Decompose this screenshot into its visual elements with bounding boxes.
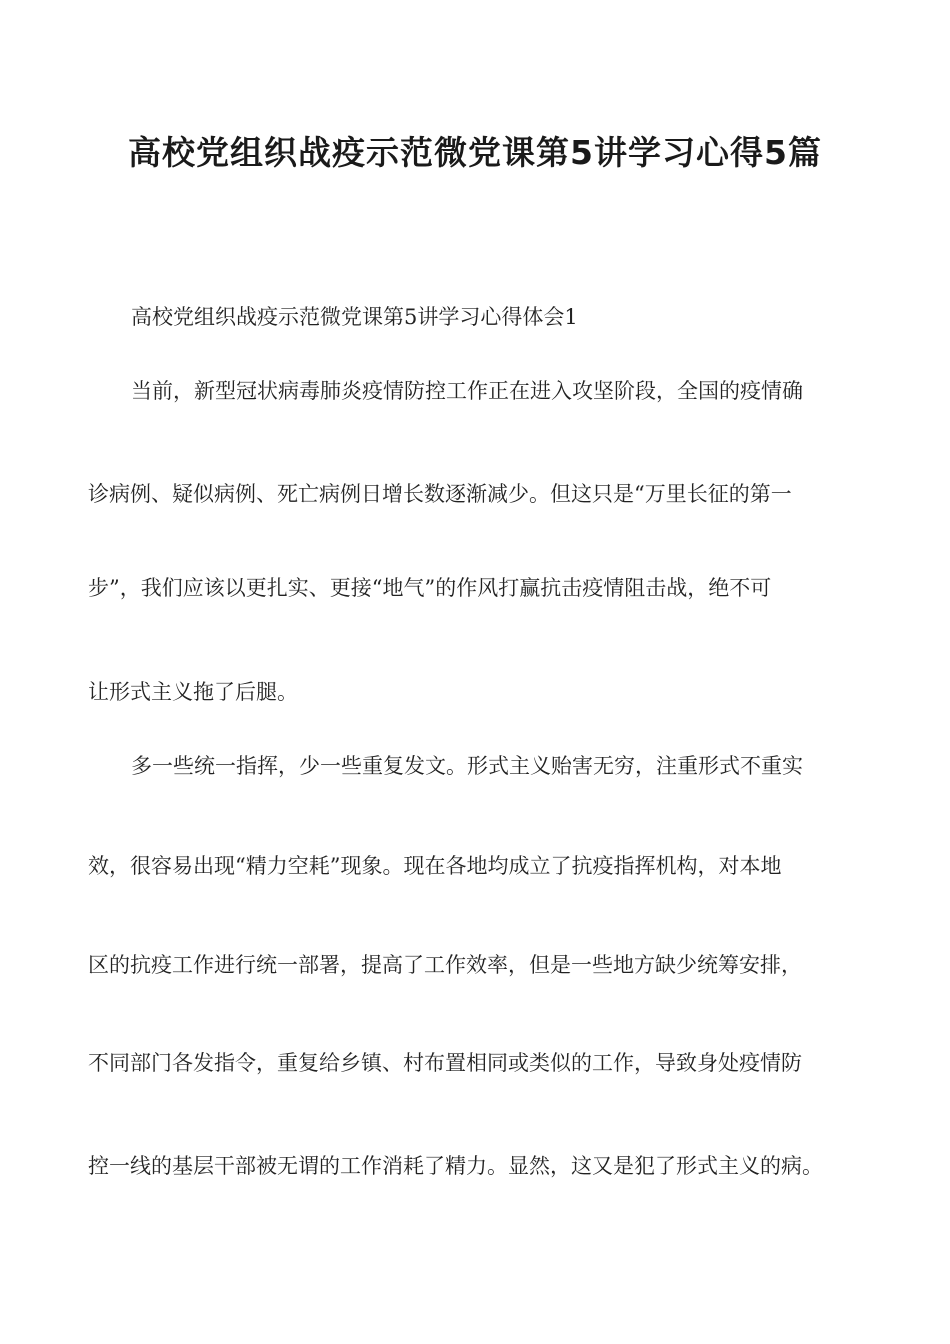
- paragraph-2-line-4: 不同部门各发指令，重复给乡镇、村布置相同或类似的工作，导致身处疫情防: [88, 1051, 802, 1075]
- paragraph-1-line-2: 诊病例、疑似病例、死亡病例日增长数逐渐减少。但这只是“万里长征的第一: [88, 482, 792, 506]
- paragraph-2-line-5: 控一线的基层干部被无谓的工作消耗了精力。显然，这又是犯了形式主义的病。: [88, 1154, 823, 1178]
- paragraph-1-line-1: 当前，新型冠状病毒肺炎疫情防控工作正在进入攻坚阶段，全国的疫情确: [131, 379, 803, 403]
- paragraph-1-line-3: 步”，我们应该以更扎实、更接“地气”的作风打赢抗击疫情阻击战，绝不可: [88, 576, 772, 600]
- paragraph-2-line-1: 多一些统一指挥，少一些重复发文。形式主义贻害无穷，注重形式不重实: [131, 754, 803, 778]
- paragraph-2-line-2: 效，很容易出现“精力空耗”现象。现在各地均成立了抗疫指挥机构，对本地: [88, 854, 782, 878]
- paragraph-1-line-4: 让形式主义拖了后腿。: [88, 680, 298, 704]
- section-heading: 高校党组织战疫示范微党课第5讲学习心得体会1: [131, 305, 578, 329]
- paragraph-2-line-3: 区的抗疫工作进行统一部署，提高了工作效率，但是一些地方缺少统筹安排，: [88, 953, 802, 977]
- document-title: 高校党组织战疫示范微党课第5讲学习心得5篇: [128, 133, 822, 172]
